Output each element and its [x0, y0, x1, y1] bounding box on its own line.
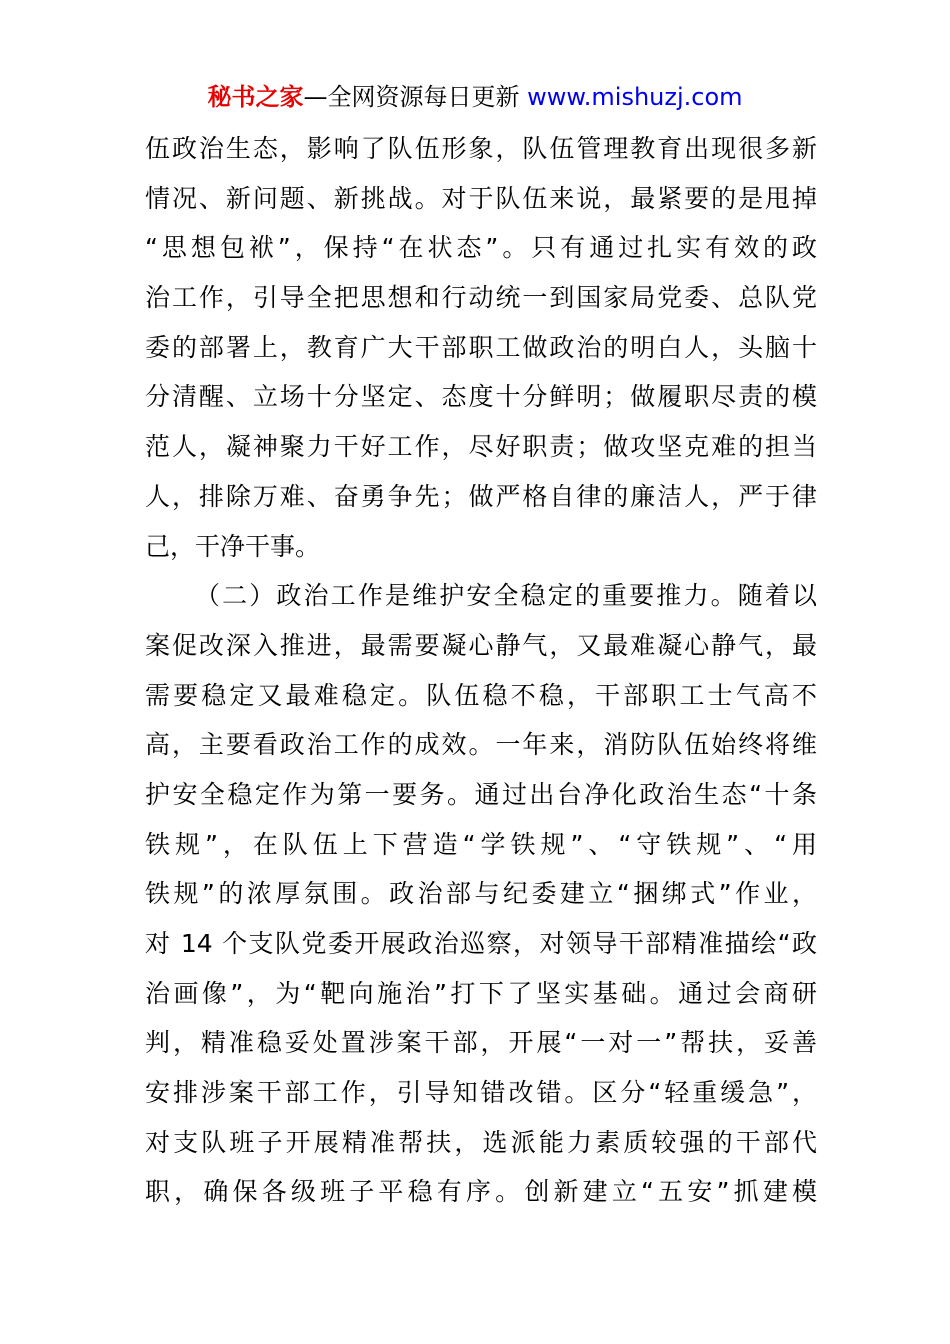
text-line: 铁规”，在队伍上下营造“学铁规”、“守铁规”、“用: [145, 829, 817, 859]
text-line: 护安全稳定作为第一要务。通过出台净化政治生态“十条: [145, 779, 817, 809]
text-line: 伍政治生态，影响了队伍形象，队伍管理教育出现很多新: [145, 134, 817, 163]
text-line: “思想包袱”，保持“在状态”。只有通过扎实有效的政: [145, 233, 817, 263]
text-line: 人，排除万难、奋勇争先；做严格自律的廉洁人，严于律: [145, 481, 817, 511]
text-line: 铁规”的浓厚氛围。政治部与纪委建立“捆绑式”作业，: [145, 879, 817, 909]
text-line: 高，主要看政治工作的成效。一年来，消防队伍始终将维: [145, 730, 817, 760]
text-line: 安排涉案干部工作，引导知错改错。区分“轻重缓急”，: [145, 1078, 817, 1108]
site-url-link[interactable]: www.mishuzj.com: [527, 83, 743, 111]
text-line: 案促改深入推进，最需要凝心静气，又最难凝心静气，最: [145, 630, 817, 660]
section-heading-line: （二）政治工作是维护安全稳定的重要推力。随着以: [195, 581, 817, 611]
text-line: 对支队班子开展精准帮扶，选派能力素质较强的干部代: [145, 1127, 817, 1157]
text-line: 对 14 个支队党委开展政治巡察，对领导干部精准描绘“政: [145, 929, 817, 958]
text-line: 判，精准稳妥处置涉案干部，开展“一对一”帮扶，妥善: [145, 1028, 817, 1058]
text-line: 治画像”，为“靶向施治”打下了坚实基础。通过会商研: [145, 978, 817, 1008]
text-line: 需要稳定又最难稳定。队伍稳不稳，干部职工士气高不: [145, 680, 817, 710]
text-line: 范人，凝神聚力干好工作，尽好职责；做攻坚克难的担当: [145, 432, 817, 462]
site-brand: 秘书之家: [207, 83, 304, 111]
document-body: [145, 124, 817, 1217]
text-line: 分清醒、立场十分坚定、态度十分鲜明；做履职尽责的模: [145, 382, 817, 412]
text-line: 委的部署上，教育广大干部职工做政治的明白人，头脑十: [145, 332, 817, 362]
text-line: 己，干净干事。: [145, 531, 321, 561]
text-line: 治工作，引导全把思想和行动统一到国家局党委、总队党: [145, 283, 817, 313]
text-line: 情况、新问题、新挑战。对于队伍来说，最紧要的是甩掉: [145, 183, 817, 213]
text-line: 职，确保各级班子平稳有序。创新建立“五安”抓建模: [145, 1177, 817, 1207]
page-header: [0, 80, 950, 114]
site-tagline: —全网资源每日更新: [303, 83, 528, 111]
